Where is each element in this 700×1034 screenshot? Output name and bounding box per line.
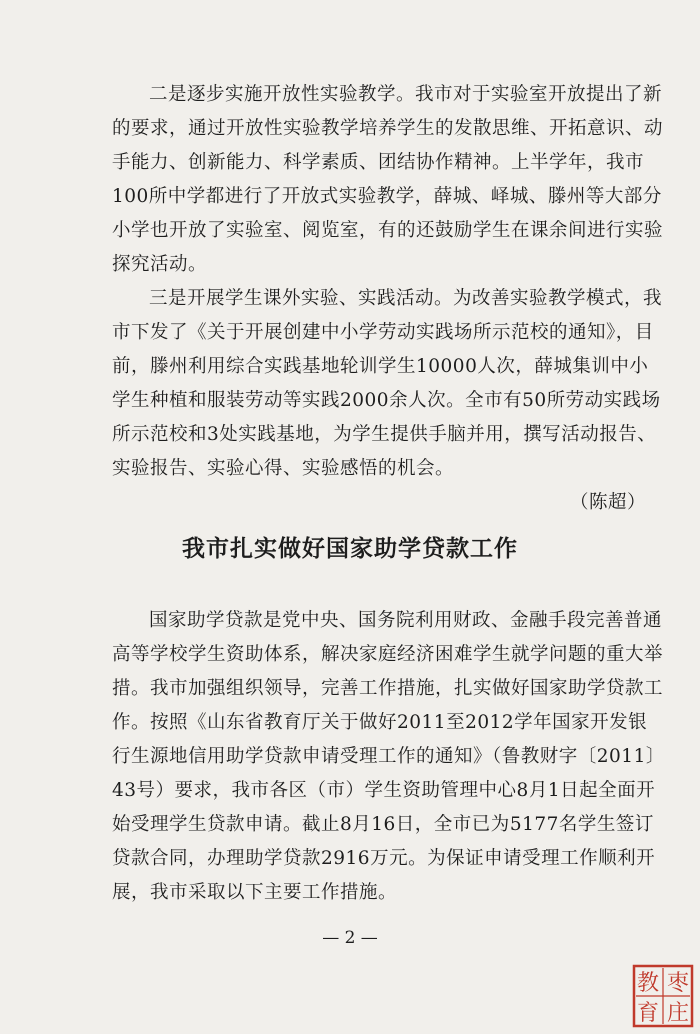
article-title: 我市扎实做好国家助学贷款工作	[182, 536, 518, 562]
section-2-body	[112, 604, 664, 910]
author-signature: （陈超）	[569, 492, 646, 513]
svg-text:育: 育	[636, 1001, 660, 1026]
section-1-body	[112, 78, 664, 520]
paragraph: 二是逐步实施开放性实验教学。我市对于实验室开放提出了新的要求，通过开放性实验教学培养学生的发散思维、开拓意识、动手能力、创新能力、科学素质、团结协作精神。上半学年，我市100所中学都进行了开放式实验教学，薛城、峄城、滕州等大部分小学也开放了实验室、阅览室，有的还鼓励学生在课余间进行实验探究活动。	[112, 84, 664, 275]
paragraph: 三是开展学生课外实验、实践活动。为改善实验教学模式，我市下发了《关于开展创建中小学劳动实践场所示范校的通知》，目前，滕州利用综合实践基地轮训学生10000人次，薛城集训中小学生种植和服装劳动等实践2000余人次。全市有50所劳动实践场所示范校和3处实践基地，为学生提供手脑并用，撰写活动报告、实验报告、实验心得、实验感悟的机会。	[112, 288, 663, 479]
seal-stamp-icon	[632, 964, 694, 1028]
svg-text:教: 教	[636, 971, 660, 996]
svg-text:枣: 枣	[666, 971, 690, 996]
page-number: — 2 —	[322, 928, 378, 948]
paragraph: 国家助学贷款是党中央、国务院利用财政、金融手段完善普通高等学校学生资助体系，解决家庭经济困难学生就学问题的重大举措。我市加强组织领导，完善工作措施，扎实做好国家助学贷款工作。按照《山东省教育厅关于做好2011至2012学年国家开发银行生源地信用助学贷款申请受理工作的通知》（鲁教财字〔2011〕43号）要求，我市各区（市）学生资助管理中心8月1日起全面开始受理学生贷款申请。截止8月16日，全市已为5177名学生签订贷款合同，办理助学贷款2916万元。为保证申请受理工作顺利开展，我市采取以下主要工作措施。	[112, 610, 664, 903]
svg-text:庄: 庄	[666, 1001, 690, 1026]
